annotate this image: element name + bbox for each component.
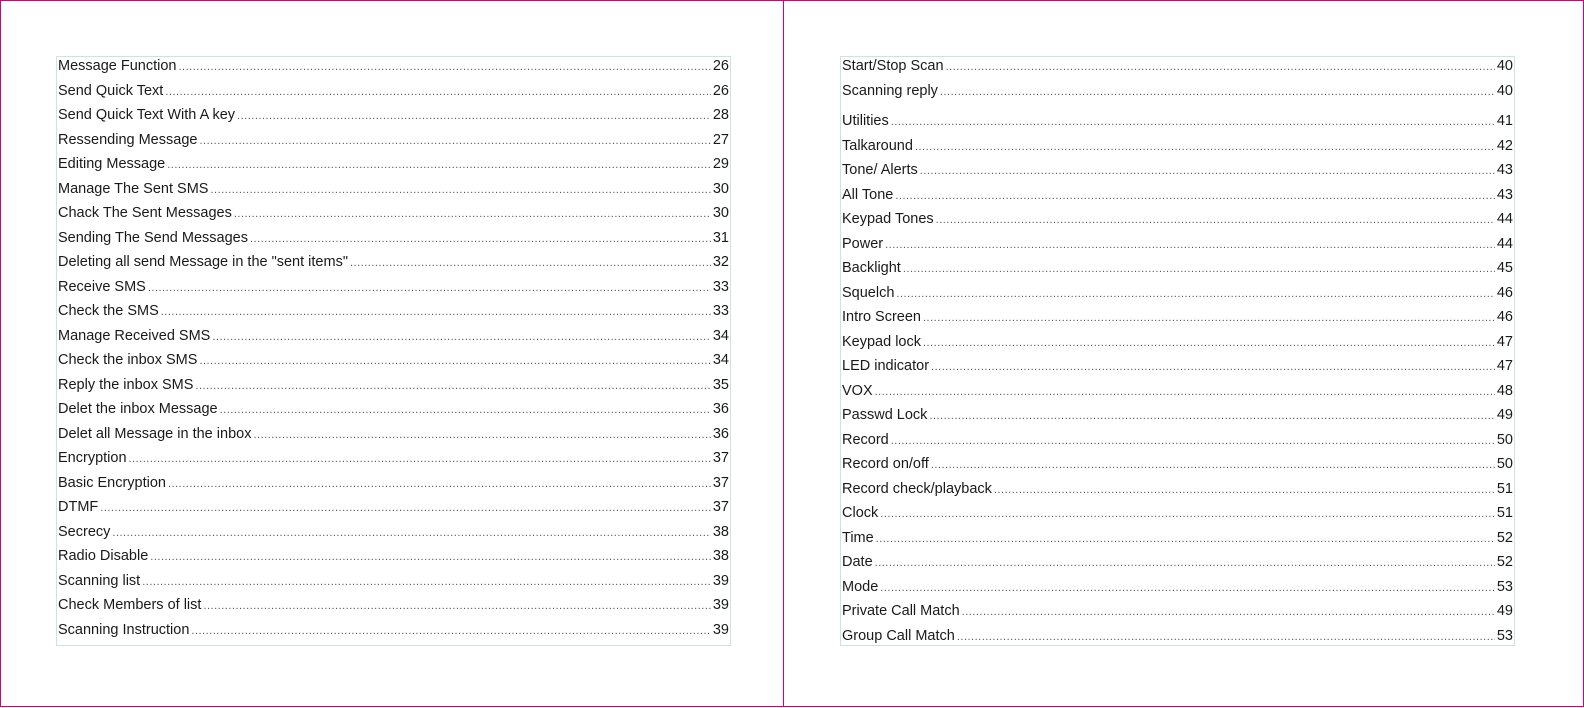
toc-entry-page-number: 26: [712, 58, 729, 74]
dot-leader: [896, 285, 1494, 303]
toc-entry-title: Secrecy: [58, 523, 111, 540]
toc-entry: [842, 112, 1514, 130]
dot-leader: [903, 260, 1495, 278]
toc-entry: [58, 572, 730, 590]
toc-entry-page-number: 51: [1496, 505, 1513, 521]
dot-leader: [234, 205, 711, 223]
toc-entry-title: VOX: [842, 382, 873, 399]
dot-leader: [199, 132, 710, 150]
toc-entry-title: Clock: [842, 505, 879, 521]
toc-entry-page-number: 34: [712, 352, 729, 368]
toc-entry: [842, 186, 1514, 204]
toc-entry: [842, 284, 1514, 302]
toc-entry-page-number: 52: [1496, 529, 1513, 546]
dot-leader: [178, 58, 710, 76]
toc-entry: [842, 602, 1514, 620]
dot-leader: [880, 579, 1495, 597]
toc-entry-page-number: 52: [1496, 554, 1513, 570]
toc-entry: [842, 627, 1514, 645]
toc-entry: [58, 57, 730, 75]
toc-entry-title: Keypad lock: [842, 333, 921, 350]
toc-entry-page-number: 51: [1496, 480, 1513, 497]
toc-entry: [58, 596, 730, 614]
toc-entry: [58, 278, 730, 296]
dot-leader: [880, 505, 1495, 523]
toc-entry: [58, 498, 730, 516]
toc-entry-title: Keypad Tones: [842, 211, 934, 227]
dot-leader: [220, 401, 711, 419]
dot-leader: [161, 303, 711, 321]
toc-entry-title: Backlight: [842, 260, 901, 276]
toc-entry-title: Manage The Sent SMS: [58, 180, 209, 197]
left-page: [0, 0, 784, 707]
toc-entry: [58, 547, 730, 565]
toc-entry: [58, 131, 730, 149]
toc-entry-title: LED indicator: [842, 358, 930, 374]
toc-entry-title: Ressending Message: [58, 131, 198, 148]
toc-entry-title: Start/Stop Scan: [842, 58, 944, 74]
toc-entry: [58, 327, 730, 345]
toc-entry-title: Check the inbox SMS: [58, 352, 198, 368]
toc-entry: [58, 155, 730, 173]
toc-entry-title: Utilities: [842, 113, 889, 129]
toc-entry-page-number: 46: [1496, 284, 1513, 301]
toc-entry-title: Group Call Match: [842, 627, 955, 644]
dot-leader: [195, 377, 710, 395]
dot-leader: [876, 530, 1495, 548]
toc-entry-page-number: 37: [712, 499, 729, 515]
toc-entry-page-number: 29: [712, 156, 729, 172]
toc-entry-title: Basic Encryption: [58, 474, 166, 491]
toc-entry-title: Chack The Sent Messages: [58, 205, 232, 221]
toc-entry: [842, 210, 1514, 228]
toc-entry-title: Passwd Lock: [842, 407, 928, 423]
toc-entry-page-number: 31: [712, 229, 729, 246]
toc-entry-page-number: 41: [1496, 113, 1513, 129]
dot-leader: [936, 211, 1495, 229]
toc-entry-title: Record check/playback: [842, 480, 992, 497]
toc-entry: [58, 376, 730, 394]
dot-leader: [923, 309, 1495, 327]
dot-leader: [895, 187, 1495, 205]
dot-leader: [112, 524, 710, 542]
toc-entry: [842, 259, 1514, 277]
toc-entry: [58, 621, 730, 639]
dot-leader: [931, 456, 1495, 474]
toc-entry-page-number: 44: [1496, 211, 1513, 227]
toc-entry: [58, 474, 730, 492]
toc-entry-title: Date: [842, 554, 873, 570]
toc-entry: [842, 161, 1514, 179]
toc-entry-page-number: 40: [1496, 58, 1513, 74]
toc-entry-page-number: 37: [712, 474, 729, 491]
toc-entry: [842, 578, 1514, 596]
dot-leader: [920, 162, 1495, 180]
dot-leader: [191, 622, 710, 640]
toc-entry-page-number: 38: [712, 523, 729, 540]
toc-box-right: [840, 56, 1515, 646]
dot-leader: [167, 156, 711, 174]
dot-leader: [210, 181, 710, 199]
toc-entry: [58, 523, 730, 541]
toc-entry-title: Message Function: [58, 58, 177, 74]
dot-leader: [165, 83, 711, 101]
toc-entry: [58, 351, 730, 369]
toc-entry-page-number: 46: [1496, 309, 1513, 325]
toc-entry-page-number: 50: [1496, 456, 1513, 472]
dot-leader: [891, 432, 1495, 450]
toc-entry-title: Encryption: [58, 450, 127, 466]
toc-entry: [842, 357, 1514, 375]
toc-entry: [842, 480, 1514, 498]
dot-leader: [931, 358, 1495, 376]
toc-entry-title: Private Call Match: [842, 603, 960, 619]
toc-entry-page-number: 49: [1496, 407, 1513, 423]
toc-entry-page-number: 44: [1496, 235, 1513, 252]
toc-entry-title: Scanning Instruction: [58, 621, 190, 638]
toc-entry-title: Deleting all send Message in the "sent items": [58, 254, 348, 270]
dot-leader: [923, 334, 1495, 352]
toc-entry: [842, 235, 1514, 253]
toc-entry-title: Talkaround: [842, 137, 913, 154]
toc-entry-title: Scanning list: [58, 572, 141, 589]
toc-entry-page-number: 53: [1496, 627, 1513, 644]
dot-leader: [142, 573, 711, 591]
dot-leader: [946, 58, 1495, 76]
toc-entry: [842, 137, 1514, 155]
toc-entry: [842, 455, 1514, 473]
dot-leader: [962, 603, 1495, 621]
toc-entry: [58, 302, 730, 320]
dot-leader: [148, 279, 711, 297]
toc-entry-page-number: 47: [1496, 333, 1513, 350]
toc-entry-title: Reply the inbox SMS: [58, 376, 194, 393]
dot-leader: [199, 352, 710, 370]
toc-entry-page-number: 39: [712, 572, 729, 589]
toc-entry-title: Record on/off: [842, 456, 929, 472]
toc-entry: [842, 308, 1514, 326]
toc-entry-page-number: 30: [712, 180, 729, 197]
toc-entry: [842, 529, 1514, 547]
toc-entry-title: Check Members of list: [58, 597, 202, 613]
toc-entry-title: Mode: [842, 578, 879, 595]
toc-entry-page-number: 36: [712, 401, 729, 417]
toc-entry-page-number: 37: [712, 450, 729, 466]
dot-leader: [885, 236, 1495, 254]
dot-leader: [253, 426, 710, 444]
dot-leader: [929, 407, 1494, 425]
toc-entry-title: Time: [842, 529, 874, 546]
toc-entry: [58, 449, 730, 467]
toc-entry-title: Delet the inbox Message: [58, 401, 218, 417]
toc-entry-page-number: 53: [1496, 578, 1513, 595]
toc-entry: [58, 82, 730, 100]
dot-leader: [150, 548, 711, 566]
toc-entry-page-number: 33: [712, 278, 729, 295]
toc-entry: [842, 406, 1514, 424]
dot-leader: [100, 499, 711, 517]
toc-entry: [58, 425, 730, 443]
toc-entry-page-number: 47: [1496, 358, 1513, 374]
toc-entry-title: Send Quick Text: [58, 82, 164, 99]
dot-leader: [350, 254, 711, 272]
toc-entry-page-number: 30: [712, 205, 729, 221]
toc-entry-page-number: 34: [712, 327, 729, 344]
dot-leader: [891, 113, 1495, 131]
toc-entry-title: Check the SMS: [58, 303, 159, 319]
toc-entry: [842, 431, 1514, 449]
dot-leader: [237, 107, 711, 125]
right-page: [784, 0, 1584, 707]
toc-entry-page-number: 27: [712, 131, 729, 148]
toc-entry-title: Scanning reply: [842, 82, 938, 99]
toc-entry-page-number: 35: [712, 376, 729, 393]
toc-entry-title: DTMF: [58, 499, 99, 515]
toc-entry-page-number: 32: [712, 254, 729, 270]
toc-entry-page-number: 43: [1496, 186, 1513, 203]
toc-entry-page-number: 42: [1496, 137, 1513, 154]
toc-entry: [58, 204, 730, 222]
toc-entry-page-number: 39: [712, 621, 729, 638]
toc-entry-title: Delet all Message in the inbox: [58, 425, 252, 442]
toc-entry: [842, 57, 1514, 75]
toc-entry-title: Manage Received SMS: [58, 327, 211, 344]
dot-leader: [957, 628, 1495, 646]
toc-box-left: [56, 56, 731, 646]
toc-entry-page-number: 26: [712, 82, 729, 99]
toc-entry-page-number: 40: [1496, 82, 1513, 99]
toc-entry-page-number: 33: [712, 303, 729, 319]
toc-entry: [58, 400, 730, 418]
toc-entry-page-number: 49: [1496, 603, 1513, 619]
toc-entry-title: Editing Message: [58, 156, 166, 172]
toc-entry-title: Tone/ Alerts: [842, 162, 918, 178]
toc-entry: [58, 253, 730, 271]
dot-leader: [940, 83, 1495, 101]
toc-entry-page-number: 43: [1496, 162, 1513, 178]
toc-entry-title: Power: [842, 235, 884, 252]
toc-entry: [58, 106, 730, 124]
toc-entry: [842, 553, 1514, 571]
toc-entry: [842, 382, 1514, 400]
toc-entry-title: Squelch: [842, 284, 895, 301]
toc-entry-title: Send Quick Text With A key: [58, 107, 236, 123]
toc-entry: [58, 229, 730, 247]
toc-entry-page-number: 36: [712, 425, 729, 442]
toc-entry: [842, 504, 1514, 522]
toc-entry-page-number: 45: [1496, 260, 1513, 276]
toc-entry-title: Intro Screen: [842, 309, 921, 325]
toc-entry-page-number: 38: [712, 548, 729, 564]
dot-leader: [875, 383, 1495, 401]
toc-entry-page-number: 39: [712, 597, 729, 613]
toc-entry-page-number: 48: [1496, 382, 1513, 399]
dot-leader: [994, 481, 1495, 499]
toc-entry-title: Radio Disable: [58, 548, 149, 564]
toc-entry-title: All Tone: [842, 186, 894, 203]
dot-leader: [212, 328, 711, 346]
toc-entry-title: Record: [842, 431, 889, 448]
toc-entry-title: Sending The Send Messages: [58, 229, 248, 246]
dot-leader: [129, 450, 711, 468]
dot-leader: [875, 554, 1495, 572]
toc-entry: [842, 333, 1514, 351]
toc-entry-page-number: 28: [712, 107, 729, 123]
dot-leader: [168, 475, 711, 493]
dot-leader: [915, 138, 1495, 156]
toc-entry: [58, 180, 730, 198]
toc-entry: [842, 82, 1514, 100]
dot-leader: [203, 597, 710, 615]
toc-entry-title: Receive SMS: [58, 278, 146, 295]
toc-entry-page-number: 50: [1496, 431, 1513, 448]
dot-leader: [250, 230, 711, 248]
